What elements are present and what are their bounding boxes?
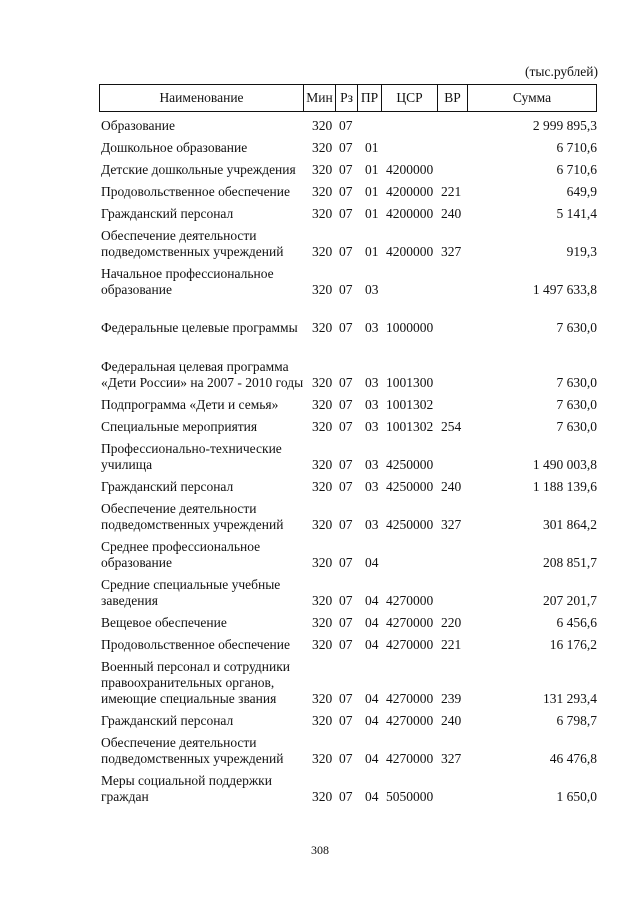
row-pr: 04 bbox=[365, 713, 379, 728]
row-rz: 07 bbox=[339, 320, 353, 335]
row-sum: 6 456,6 bbox=[556, 615, 597, 630]
row-rz: 07 bbox=[339, 637, 353, 652]
row-rz: 07 bbox=[339, 184, 353, 199]
row-min: 320 bbox=[312, 789, 333, 804]
header-min: Мин bbox=[304, 85, 336, 111]
row-name: Специальные мероприятия bbox=[101, 419, 258, 434]
row-name: Гражданский персонал bbox=[101, 479, 234, 494]
row-vr: 240 bbox=[441, 713, 462, 728]
row-pr: 03 bbox=[365, 457, 379, 472]
row-min: 320 bbox=[312, 140, 333, 155]
row-csr: 4250000 bbox=[386, 517, 434, 532]
row-sum: 1 497 633,8 bbox=[532, 282, 597, 297]
row-rz: 07 bbox=[339, 244, 353, 259]
row-rz: 07 bbox=[339, 282, 353, 297]
row-min: 320 bbox=[312, 419, 333, 434]
row-csr: 4200000 bbox=[386, 206, 434, 221]
row-rz: 07 bbox=[339, 555, 353, 570]
row-name: Обеспечение деятельности подведомственных учреждений bbox=[101, 501, 284, 532]
row-min: 320 bbox=[312, 479, 333, 494]
row-name: Меры социальной поддержки граждан bbox=[101, 773, 272, 804]
row-min: 320 bbox=[312, 244, 333, 259]
row-name: Обеспечение деятельности подведомственных учреждений bbox=[101, 735, 284, 766]
row-vr: 221 bbox=[441, 184, 462, 199]
row-rz: 07 bbox=[339, 457, 353, 472]
row-name: Образование bbox=[101, 118, 175, 133]
row-sum: 7 630,0 bbox=[556, 397, 597, 412]
row-pr: 01 bbox=[365, 184, 379, 199]
row-csr: 4270000 bbox=[386, 593, 434, 608]
table-row bbox=[0, 713, 640, 729]
row-sum: 7 630,0 bbox=[556, 320, 597, 335]
row-min: 320 bbox=[312, 615, 333, 630]
row-min: 320 bbox=[312, 691, 333, 706]
table-row bbox=[0, 501, 640, 533]
row-min: 320 bbox=[312, 637, 333, 652]
row-vr: 239 bbox=[441, 691, 462, 706]
row-csr: 1001302 bbox=[386, 419, 434, 434]
row-min: 320 bbox=[312, 517, 333, 532]
row-pr: 03 bbox=[365, 397, 379, 412]
row-min: 320 bbox=[312, 555, 333, 570]
row-name: Вещевое обеспечение bbox=[101, 615, 227, 630]
header-csr: ЦСР bbox=[382, 85, 438, 111]
row-min: 320 bbox=[312, 206, 333, 221]
row-pr: 03 bbox=[365, 517, 379, 532]
row-min: 320 bbox=[312, 282, 333, 297]
table-row bbox=[0, 441, 640, 473]
table-row bbox=[0, 266, 640, 298]
table-row bbox=[0, 228, 640, 260]
row-name: Средние специальные учебные заведения bbox=[101, 577, 281, 608]
row-rz: 07 bbox=[339, 162, 353, 177]
table-row bbox=[0, 118, 640, 134]
row-name: Гражданский персонал bbox=[101, 206, 234, 221]
table-row bbox=[0, 773, 640, 805]
row-pr: 01 bbox=[365, 206, 379, 221]
row-min: 320 bbox=[312, 593, 333, 608]
row-pr: 01 bbox=[365, 244, 379, 259]
row-csr: 4200000 bbox=[386, 162, 434, 177]
table-row bbox=[0, 140, 640, 156]
row-sum: 7 630,0 bbox=[556, 375, 597, 390]
row-csr: 4270000 bbox=[386, 637, 434, 652]
header-rz: Рз bbox=[336, 85, 358, 111]
table-row bbox=[0, 304, 640, 336]
header-pr: ПР bbox=[358, 85, 382, 111]
row-sum: 207 201,7 bbox=[543, 593, 597, 608]
row-sum: 1 490 003,8 bbox=[532, 457, 597, 472]
row-sum: 6 798,7 bbox=[556, 713, 597, 728]
row-csr: 4270000 bbox=[386, 691, 434, 706]
row-pr: 04 bbox=[365, 615, 379, 630]
row-min: 320 bbox=[312, 118, 333, 133]
row-rz: 07 bbox=[339, 419, 353, 434]
row-sum: 131 293,4 bbox=[543, 691, 597, 706]
row-pr: 03 bbox=[365, 419, 379, 434]
row-csr: 4200000 bbox=[386, 184, 434, 199]
row-name: Профессионально-технические училища bbox=[101, 441, 282, 472]
row-rz: 07 bbox=[339, 751, 353, 766]
row-rz: 07 bbox=[339, 615, 353, 630]
row-pr: 04 bbox=[365, 593, 379, 608]
row-rz: 07 bbox=[339, 517, 353, 532]
row-rz: 07 bbox=[339, 593, 353, 608]
table-row bbox=[0, 615, 640, 631]
row-pr: 03 bbox=[365, 375, 379, 390]
row-min: 320 bbox=[312, 397, 333, 412]
row-sum: 7 630,0 bbox=[556, 419, 597, 434]
row-sum: 2 999 895,3 bbox=[532, 118, 597, 133]
row-csr: 4250000 bbox=[386, 479, 434, 494]
row-name: Продовольственное обеспечение bbox=[101, 637, 290, 652]
row-pr: 04 bbox=[365, 637, 379, 652]
row-min: 320 bbox=[312, 713, 333, 728]
row-sum: 1 188 139,6 bbox=[532, 479, 597, 494]
row-csr: 5050000 bbox=[386, 789, 434, 804]
row-pr: 03 bbox=[365, 282, 379, 297]
table-row bbox=[0, 479, 640, 495]
row-min: 320 bbox=[312, 162, 333, 177]
row-rz: 07 bbox=[339, 118, 353, 133]
row-name: Федеральная целевая программа «Дети России» на 2007 - 2010 годы bbox=[101, 359, 304, 390]
row-sum: 16 176,2 bbox=[549, 637, 597, 652]
row-sum: 5 141,4 bbox=[556, 206, 597, 221]
row-csr: 1001300 bbox=[386, 375, 434, 390]
row-name: Подпрограмма «Дети и семья» bbox=[101, 397, 279, 412]
row-pr: 03 bbox=[365, 479, 379, 494]
row-pr: 01 bbox=[365, 162, 379, 177]
row-rz: 07 bbox=[339, 691, 353, 706]
row-min: 320 bbox=[312, 184, 333, 199]
row-pr: 04 bbox=[365, 789, 379, 804]
row-rz: 07 bbox=[339, 397, 353, 412]
row-csr: 1000000 bbox=[386, 320, 434, 335]
row-pr: 03 bbox=[365, 320, 379, 335]
row-sum: 6 710,6 bbox=[556, 162, 597, 177]
row-csr: 4270000 bbox=[386, 751, 434, 766]
row-min: 320 bbox=[312, 375, 333, 390]
table-row bbox=[0, 184, 640, 200]
row-min: 320 bbox=[312, 457, 333, 472]
row-name: Дошкольное образование bbox=[101, 140, 248, 155]
row-name: Обеспечение деятельности подведомственных учреждений bbox=[101, 228, 284, 259]
table-row bbox=[0, 343, 640, 391]
row-name: Федеральные целевые программы bbox=[101, 320, 298, 335]
row-vr: 327 bbox=[441, 517, 462, 532]
row-name: Продовольственное обеспечение bbox=[101, 184, 290, 199]
row-sum: 1 650,0 bbox=[556, 789, 597, 804]
units-note: (тыс.рублей) bbox=[525, 64, 598, 79]
row-csr: 4270000 bbox=[386, 713, 434, 728]
row-vr: 254 bbox=[441, 419, 462, 434]
row-rz: 07 bbox=[339, 789, 353, 804]
header-name: Наименование bbox=[100, 85, 304, 111]
table-row bbox=[0, 162, 640, 178]
table-row bbox=[0, 577, 640, 609]
row-sum: 208 851,7 bbox=[543, 555, 597, 570]
row-rz: 07 bbox=[339, 375, 353, 390]
row-sum: 301 864,2 bbox=[543, 517, 597, 532]
row-sum: 649,9 bbox=[566, 184, 597, 199]
row-pr: 04 bbox=[365, 751, 379, 766]
table-row bbox=[0, 539, 640, 571]
row-pr: 01 bbox=[365, 140, 379, 155]
row-rz: 07 bbox=[339, 713, 353, 728]
row-name: Детские дошкольные учреждения bbox=[101, 162, 296, 177]
row-vr: 240 bbox=[441, 479, 462, 494]
row-vr: 327 bbox=[441, 244, 462, 259]
row-sum: 6 710,6 bbox=[556, 140, 597, 155]
row-rz: 07 bbox=[339, 140, 353, 155]
table-row bbox=[0, 397, 640, 413]
header-vr: ВР bbox=[438, 85, 468, 111]
row-csr: 4200000 bbox=[386, 244, 434, 259]
row-rz: 07 bbox=[339, 206, 353, 221]
row-pr: 04 bbox=[365, 555, 379, 570]
row-vr: 240 bbox=[441, 206, 462, 221]
row-csr: 4250000 bbox=[386, 457, 434, 472]
table-row bbox=[0, 735, 640, 767]
table-row bbox=[0, 419, 640, 435]
row-csr: 4270000 bbox=[386, 615, 434, 630]
row-name: Начальное профессиональное образование bbox=[101, 266, 274, 297]
row-min: 320 bbox=[312, 320, 333, 335]
row-name: Гражданский персонал bbox=[101, 713, 234, 728]
table-row bbox=[0, 206, 640, 222]
row-csr: 1001302 bbox=[386, 397, 434, 412]
row-vr: 327 bbox=[441, 751, 462, 766]
row-rz: 07 bbox=[339, 479, 353, 494]
row-vr: 221 bbox=[441, 637, 462, 652]
table-row bbox=[0, 659, 640, 707]
row-name: Военный персонал и сотрудники правоохранительных органов, имеющие специальные звания bbox=[101, 659, 290, 706]
row-min: 320 bbox=[312, 751, 333, 766]
row-name: Среднее профессиональное образование bbox=[101, 539, 261, 570]
page-number: 308 bbox=[311, 843, 329, 857]
row-sum: 919,3 bbox=[566, 244, 597, 259]
row-sum: 46 476,8 bbox=[549, 751, 597, 766]
header-sum: Сумма bbox=[512, 90, 552, 105]
table-row bbox=[0, 637, 640, 653]
row-pr: 04 bbox=[365, 691, 379, 706]
row-vr: 220 bbox=[441, 615, 462, 630]
